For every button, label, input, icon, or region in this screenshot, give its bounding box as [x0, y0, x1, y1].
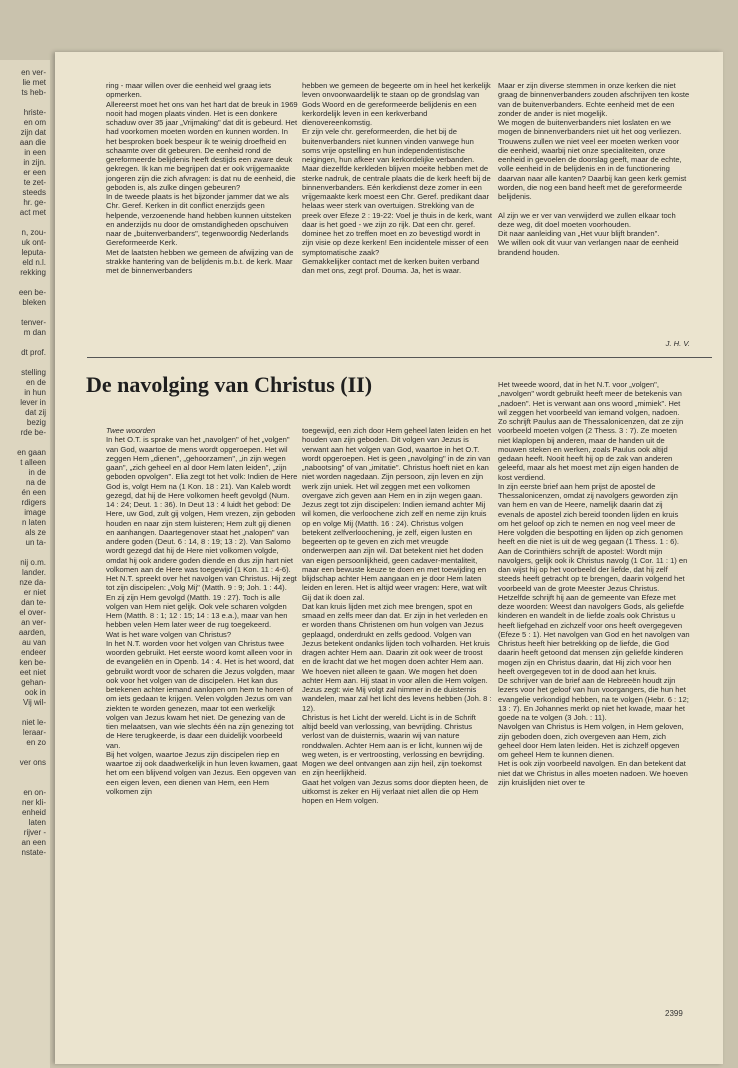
prev-page-text-fragment: un ta-: [25, 538, 46, 547]
prev-page-text-fragment: gehan-: [21, 678, 46, 687]
prev-page-text-fragment: eet niet: [19, 668, 46, 677]
prev-page-text-fragment: tenver-: [21, 318, 46, 327]
bottom_columns.1-paragraph: Jezus zegt tot zijn discipelen: Indien iemand achter Mij wil komen, die verloochene zich zelf en neme zijn kruis op en volge Mij (Matth. 16 : 24). Christus volgen betekent zelfverloochening, je zelf, eigen lusten en begeerten op te geven en zich met vreugde onderwerpen aan zijn wil. Dat betekent niet het doden van eigen persoonlijkheid, geen cadaver-mentaliteit, maar een bewuste keuze te doen en met toewijding en blijdschap achter Hem aangaan en je door Hem laten leiden en leren. Het is altijd weer vragen: Here, wat wilt Gij dat ik doen zal.: [302, 500, 487, 602]
prev-page-text-fragment: bleken: [22, 298, 46, 307]
bottom_columns.2-paragraph: Navolgen van Christus is Hem volgen, in Hem geloven, zijn geboden doen, zich overgeven aan Hem, zich geheel door Hem laten leiden. Het is zichzelf opgeven om geheel Hem te kunnen dienen.: [498, 722, 684, 759]
page-number: 2399: [665, 1009, 683, 1018]
bottom_columns.0-paragraph: Wat is het ware volgen van Christus?: [106, 629, 232, 639]
bottom_columns.0-paragraph: In het N.T. worden voor het volgen van Christus twee woorden gebruikt. Het eerste woord komt alleen voor in de evangeliën en in Openb. 14 : 4. Het is het woord, dat gebruikt wordt voor de scharen die Jezus volgden, maar ook voor het volgen van de discipelen. Het kan dus betekenen achter iemand aanlopen om hem te horen of om iets gedaan te krijgen. Velen volgden Jezus om van ziekten te worden genezen, maar tot een werkelijk volgen van Jezus kwam het niet. De genezing van de tien melaatsen, van wie slechts één na zijn genezing tot de Here terugkeerde, is daar een duidelijk voorbeeld van.: [106, 638, 295, 750]
prev-page-text-fragment: enheid: [21, 808, 46, 817]
prev-page-text-fragment: hriste-: [23, 108, 46, 117]
bottom_columns.2-paragraph: Aan de Corinthiërs schrijft de apostel: Wordt mijn navolgers, gelijk ook ik Christus navolg (1 Cor. 11 : 1) en dan wijst hij op het voorbeeld der liefde, dat hij zelf steeds heeft getracht op te brengen, daarin volgend het voorbeeld van de grote Meester Jezus Christus.: [498, 546, 688, 593]
top_columns.0-paragraph: Allereerst moet het ons van het hart dat de breuk in 1969 nooit had mogen plaats vinden. Het is een donkere schaduw over 35 jaar „Vrijmaking" dat dit is gebeurd. Het had voorkomen moeten worden en kunnen worden. In het besproken boek bespeur ik te weinig droefheid en schaamte over dit gebeuren. De eenheid rond de gereformeerde belijdenis heeft destijds een zware deuk gekregen. Ik kan me begrijpen dat er ook vrijgemaakte jongeren zijn die zich afvragen: is dat nu de eenheid, die geboden is, als zulke dingen gebeuren?: [106, 99, 298, 192]
prev-page-text-fragment: lever in: [20, 398, 46, 407]
prev-page-text-fragment: leraar-: [22, 728, 46, 737]
prev-page-text-fragment: een be-: [18, 288, 46, 297]
prev-page-text-fragment: au van: [21, 638, 46, 647]
prev-page-text-fragment: én een: [21, 488, 46, 497]
prev-page-text-fragment: an een: [21, 838, 46, 847]
bottom_columns.1-paragraph: Christus is het Licht der wereld. Licht is in de Schrift altijd beeld van verlossing, van bevrijding. Christus verlost van de duisternis, waarin wij van nature ronddwalen. Achter Hem aan is er licht, kunnen wij de weg weten, is er vertroosting, verlossing en bevrijding. Mogen we deel ontvangen aan zijn heil, zijn toekomst en zijn heerlijkheid.: [302, 712, 485, 778]
signature-wrap: [498, 337, 690, 349]
prev-page-text-fragment: rijver -: [23, 828, 46, 837]
bottom_columns.2-paragraph: In zijn eerste brief aan hem prijst de apostel de Thessalonicenzen, omdat zij navolgers geworden zijn van hem en van de Heere, namelijk daarin dat zij evenals de apostel zich bereid toonden lijden en kruis om het geloof op zich te nemen en nog veel meer de Here volgden die bespotting en lijden op zich genomen heeft en die niet is uit de weg gegaan (1 Thess. 1 : 6).: [498, 481, 683, 547]
prev-page-text-fragment: nstate-: [21, 848, 46, 857]
prev-page-text-fragment: rekking: [20, 268, 46, 277]
prev-page-text-fragment: en zo: [26, 738, 46, 747]
prev-page-text-fragment: dat zij: [25, 408, 46, 417]
bottom_columns.2-paragraph: De schrijver van de brief aan de Hebreeën houdt zijn lezers voor het geloof van hun voorgangers, die hun het evangelie verkondigd hebben, na te volgen (Hebr. 6 : 12; 13 : 7). En Johannes merkt op niet het kwade, maar het goede na te volgen (3 Joh. : 11).: [498, 676, 689, 722]
bottom_columns.0-paragraph: In het O.T. is sprake van het „navolgen" of het „volgen" van God, waartoe de mens wordt opgeroepen. Het wil zeggen Hem „dienen", „gehoorzamen", „in zijn wegen gaan", „zich geheel en al door Hem laten leiden", „zijn geboden opvolgen". Elia zegt tot het volk: Indien de Here God is, volgt Hem na (1 Kon. 18 : 21). Van Kaleb wordt gezegd, dat hij de Here volkomen heeft gevolgd (Num. 14 : 24; Deut. 1 : 36). In Deut 13 : 4 luidt het gebod: De Here, uw God, zult gij volgen, Hem vrezen, zijn geboden houden en naar zijn stem luisteren; Hem zult gij dienen en aanhangen. Daartegenover staat het „nalopen" van andere goden (Deut. 6 : 14, 8 : 19; 13 : 2). Van Salomo wordt gezegd dat hij de Here niet volkomen volgde, omdat hij ook andere goden diende en dus zijn hart niet volkomen aan de Here was toegewijd (1 Kon. 11 : 4-6).: [106, 435, 298, 574]
prev-page-text-fragment: el over-: [19, 608, 46, 617]
prev-page-text-fragment: zijn dat: [20, 128, 46, 137]
top_columns.0-paragraph: ring - maar willen over die eenheid wel graag iets opmerken.: [106, 81, 272, 100]
article-title: De navolging van Christus (II): [86, 372, 373, 397]
bottom-column-3: [498, 380, 690, 1006]
prev-page-text-fragment: als ze: [25, 528, 46, 537]
prev-page-text-fragment: laten: [28, 818, 46, 827]
top_columns.0-paragraph: In de tweede plaats is het bijzonder jammer dat we als Chr. Geref. Kerken in dit conflict enerzijds geen helpende, verzoenende hand hebben kunnen uitsteken en anderzijds nu door de omstandigheden opschuiven naar de „buitenverbanders", tegenwoordig Nederlands Gereformeerde Kerk.: [106, 192, 292, 248]
prev-page-text-fragment: in de: [28, 468, 46, 477]
top_columns.2-paragraph: Dit naar aanleiding van „Het vuur blijft branden".: [498, 229, 660, 238]
bottom_columns.1-paragraph: toegewijd, een zich door Hem geheel laten leiden en het houden van zijn geboden. Dit volgen van Jezus is verwant aan het volgen van God, waartoe in het O.T. wordt opgeroepen. Het is geen „navolging" in de zin van „nabootsing" of van „imitatie". Christus hoeft niet en kan niet worden nagedaan. Zijn persoon, zijn leven en zijn werk zijn uniek. Het wil zeggen met een volkomen overgave zich geven aan Hem en in zijn wegen gaan.: [302, 426, 492, 500]
prev-page-text-fragment: an ver-: [21, 618, 46, 627]
prev-page-text-fragment: lie met: [22, 78, 46, 87]
prev-page-text-fragment: dt prof.: [21, 348, 46, 357]
prev-page-text-fragment: en om: [23, 118, 46, 127]
top_columns.2-paragraph: Al zijn we er ver van verwijderd we zullen elkaar toch deze weg, dit doel moeten voorhouden.: [498, 210, 676, 229]
top_columns.2-paragraph: Maar er zijn diverse stemmen in onze kerken die niet graag de binnenverbanders zouden afschrijven ten koste van de buitenverbanders. Echte eenheid met de een zonder de ander is niet mogelijk.: [498, 81, 690, 118]
top-column-1: [106, 81, 298, 351]
prev-page-text-fragment: endeer: [21, 648, 46, 657]
top_columns.1-paragraph: hebben we gemeen de begeerte om in heel het kerkelijk leven onvoorwaardelijk te staan op de grondslag van Gods Woord en de gereformeerde belijdenis en een kerkordelijk leven in een kerkverband dienovereenkomstig.: [302, 81, 491, 127]
top_columns.1-paragraph: Er zijn vele chr. gereformeerden, die het bij de buitenverbanders niet kunnen vinden vanwege hun soms vrije opstelling en hun independentistische neigingen, hun afkeer van kerkordelijke verbanden.: [302, 127, 475, 164]
prev-page-text-fragment: ver ons: [19, 758, 46, 767]
prev-page-text-fragment: aan die: [19, 138, 46, 147]
prev-page-text-fragment: te zet-: [23, 178, 46, 187]
prev-page-text-fragment: na de: [25, 478, 46, 487]
prev-page-text-fragment: bezig: [26, 418, 46, 427]
top-column-2: [302, 81, 492, 351]
bottom_columns.0-paragraph: Bij het volgen, waartoe Jezus zijn discipelen riep en waartoe zij ook daadwerkelijk in hun leven kwamen, gaat het om een blijvend volgen van Jezus. Een opgeven van een eigen leven, een dienen van Hem, een Hem volkomen zijn: [106, 749, 298, 796]
prev-page-text-fragment: steeds: [22, 188, 46, 197]
prev-page-text-fragment: en ver-: [21, 68, 46, 77]
prev-page-text-fragment: ts heb-: [21, 88, 46, 97]
prev-page-text-fragment: en on-: [23, 788, 46, 797]
top_columns.1-paragraph: Gemakkelijker contact met de kerken buiten verband dan met ons, zegt prof. Douma. Ja, het is waar.: [302, 256, 480, 275]
previous-page-edge: [0, 60, 50, 1068]
bottom_columns.1-paragraph: Gaat het volgen van Jezus soms door diepten heen, de uitkomst is zeker en Hij verlaat niet allen die op Hem hopen en Hem volgen.: [302, 777, 489, 805]
prev-page-text-fragment: t alleen: [20, 458, 46, 467]
prev-page-text-fragment: lander.: [21, 568, 46, 577]
prev-page-text-fragment: rde be-: [20, 428, 46, 437]
bottom-column-2: [302, 426, 492, 1006]
subheading: Twee woorden: [106, 426, 156, 435]
bottom_columns.0-paragraph: Het N.T. spreekt over het navolgen van Christus. Hij zegt tot zijn discipelen: „Volg Mij" (Matth. 9 : 9; Joh. 1 : 44). En zij zijn Hem gevolgd (Matth. 19 : 27). Toch is alle volgen van Hem niet gelijk. Ook vele scharen volgden Hem (Matth. 8 : 1; 12 : 15; 14 : 13 e.a.), maar van hen hebben velen Hem later weer de rug toegekeerd.: [106, 574, 297, 630]
prev-page-text-fragment: act met: [19, 208, 46, 217]
prev-page-text-fragment: stelling: [21, 368, 46, 377]
prev-page-text-fragment: dan te-: [21, 598, 46, 607]
prev-page-text-fragment: in hun: [24, 388, 46, 397]
prev-page-text-fragment: en gaan: [17, 448, 46, 457]
prev-page-text-fragment: n, zou-: [21, 228, 46, 237]
prev-page-text-fragment: n laten: [21, 518, 46, 527]
prev-page-text-fragment: ner kli-: [21, 798, 46, 807]
top_columns.0-paragraph: Met de laatsten hebben we gemeen de afwijzing van de strakke hantering van de belijdenis m.b.t. de kerk. Maar met de binnenverbanders: [106, 247, 294, 275]
top_columns.1-paragraph: Maar diezelfde kerkleden blijven moeite hebben met de sterke nadruk, de centrale plaats die de kerk heeft bij de binnenverbanders. Eén kerkdienst deze zomer in een vrijgemaakte kerk moest een Chr. Geref. predikant daar helaas weer sterk van overtuigen. Strekking van de preek over Efeze 2 : 19-22: Voel je thuis in de kerk, want daar is het goed - we zijn zo rijk. Dat een chr. geref. dominee het zo treffen moet en zo bevestigd wordt in zijn visie op deze kerken! Een incidentele misser of een symptomatische zaak?: [302, 164, 492, 257]
prev-page-text-fragment: aarden,: [18, 628, 46, 637]
prev-page-text-fragment: image: [24, 508, 46, 517]
top_columns.2-paragraph: [498, 201, 690, 210]
top_columns.2-paragraph: Trouwens zullen we niet veel eer moeten werken voor die eenheid, waarbij niet onze specialiteiten, onze eenheid in gevoelen de doorslag geeft, maar de echte, volle eenheid in de belijdenis en in de functionering daarvan naar alle kanten? Daarbij kan geen kerk gemist worden, die nog een band heeft met de gereformeerde belijdenis.: [498, 136, 687, 201]
prev-page-text-fragment: leputa-: [21, 248, 46, 257]
prev-page-text-fragment: er een: [23, 168, 46, 177]
prev-page-text-fragment: niet le-: [21, 718, 46, 727]
prev-page-text-fragment: ken be-: [19, 658, 46, 667]
prev-page-text-fragment: rdigers: [21, 498, 46, 507]
top_columns.2-paragraph: We mogen de buitenverbanders niet loslaten en we mogen de binnenverbanders niet uit het oog verliezen.: [498, 118, 682, 137]
bottom_columns.2-paragraph: Het tweede woord, dat in het N.T. voor „volgen", „navolgen" wordt gebruikt heeft meer de betekenis van „nadoen". Het is verwant aan ons woord „mimiek". Het wil zeggen het voorbeeld van iemand volgen, nadoen. Zo schrijft Paulus aan de Thessalonicenzen, dat ze zijn voorbeeld moeten volgen (2 Thess. 3 : 7). Ze moeten niet klaplopen bij anderen, maar de handen uit de mouwen steken en werken, zoals Paulus ook altijd gedaan heeft. Nooit heeft hij op de zak van anderen geleefd, maar als het moest met zijn eigen handen de kost verdiend.: [498, 380, 684, 482]
top-column-3: [498, 81, 690, 351]
prev-page-text-fragment: nze da-: [19, 578, 46, 587]
prev-page-text-fragment: nij o.m.: [20, 558, 46, 567]
prev-page-text-fragment: m dan: [23, 328, 46, 337]
top_columns.2-paragraph: We willen ook dit vuur van verlangen naar de eenheid brandend houden.: [498, 238, 679, 257]
prev-page-text-fragment: in zijn.: [23, 158, 46, 167]
prev-page-text-fragment: er niet: [23, 588, 46, 597]
prev-page-text-fragment: eld n.l.: [22, 258, 46, 267]
prev-page-text-fragment: hr. ge-: [23, 198, 46, 207]
prev-page-text-fragment: uk ont-: [21, 238, 46, 247]
prev-page-text-fragment: in een: [24, 148, 46, 157]
prev-page-text-fragment: en de: [25, 378, 46, 387]
prev-page-text-fragment: Vij wil-: [23, 698, 46, 707]
bottom_columns.2-paragraph: Hetzelfde schrijft hij aan de gemeente van Efeze met deze woorden: Weest dan navolgers Gods, als geliefde kinderen en wandelt in de liefde zoals ook Christus u heeft liefgehad en zichzelf voor ons heeft overgegeven (Efeze 5 : 1). Het navolgen van God en het navolgen van Christus heeft hier betrekking op de liefde, die God daarin heeft getoond dat mensen zijn geliefde kinderen mogen zijn en Christus daarin, dat Hij zich voor hen heeft overgegeven tot in de dood aan het kruis.: [498, 592, 690, 676]
bottom_columns.1-paragraph: Dat kan kruis lijden met zich mee brengen, spot en smaad en zelfs meer dan dat. Er zijn in het verleden en er worden thans Christenen om hun volgen van Jezus geplaagd, onderdrukt en zelfs gedood. Volgen van Jezus betekent ondanks lijden toch volharden. Het kruis dragen achter Hem aan. Daarin zit ook weer de troost en de kracht dat we het mogen doen achter Hem aan. We hoeven niet alleen te gaan. We mogen het doen achter Hem aan. Hij staat in voor allen die Hem volgen. Jezus zegt: wie Mij volgt zal nimmer in de duisternis wandelen, maar zal het licht des levens hebben (Joh. 8 : 12).: [302, 601, 492, 713]
signature: J. H. V.: [665, 339, 690, 348]
prev-page-text-fragment: ook in: [24, 688, 46, 697]
section-divider: [87, 357, 712, 358]
bottom_columns.2-paragraph: Het is ook zijn voorbeeld navolgen. En dan betekent dat niet dat we Christus in alles moeten nadoen. We hoeven zijn kruislijden niet over te: [498, 759, 688, 787]
bottom-column-1: [106, 426, 298, 1006]
